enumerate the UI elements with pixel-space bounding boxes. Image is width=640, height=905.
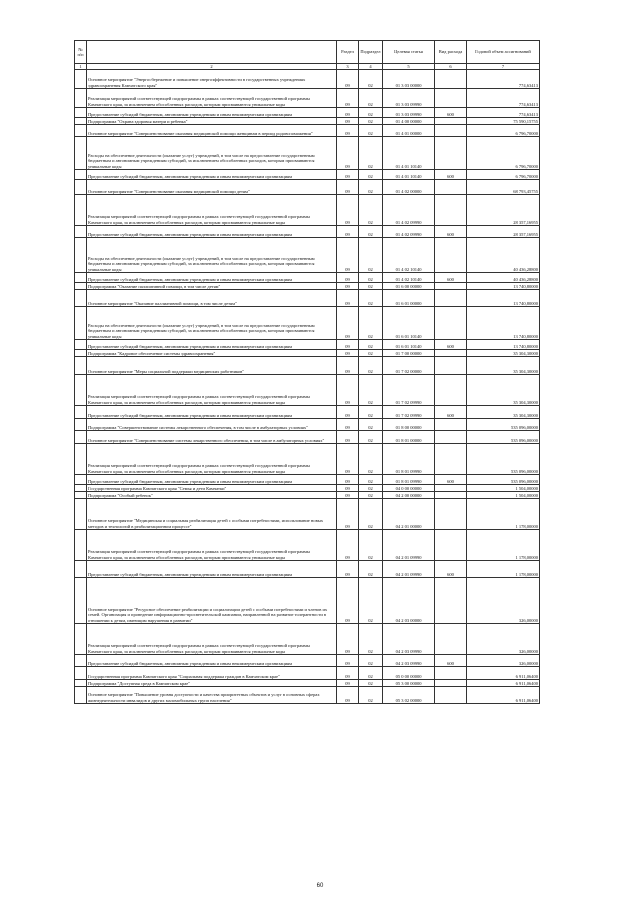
row-amount: 535 096,00000 xyxy=(467,444,540,475)
row-amount: 6 796,70000 xyxy=(467,137,540,170)
row-number xyxy=(75,350,87,357)
table-row xyxy=(75,89,540,108)
row-razdel: 09 xyxy=(337,419,359,431)
row-razdel: 09 xyxy=(337,340,359,350)
row-target-article: 01 8 01 09990 xyxy=(383,475,435,485)
row-expense-type xyxy=(435,195,467,226)
row-expense-type: 600 xyxy=(435,406,467,419)
row-expense-type: 600 xyxy=(435,561,467,578)
row-expense-type xyxy=(435,419,467,431)
row-number xyxy=(75,406,87,419)
table-row xyxy=(75,170,540,180)
row-expense-type xyxy=(435,283,467,290)
table-row xyxy=(75,419,540,431)
row-podrazdel: 02 xyxy=(359,340,383,350)
row-amount: 13 740,80000 xyxy=(467,307,540,340)
row-number xyxy=(75,195,87,226)
row-number xyxy=(75,444,87,475)
table-row xyxy=(75,195,540,226)
row-podrazdel: 02 xyxy=(359,357,383,375)
row-name: Реализация мероприятий соответствующей подпрограммы в рамках соответствующей государственной программы Камчатского края, за исключением обособленных расходов, которым присваиваются уникальные коды xyxy=(87,195,337,226)
table-row xyxy=(75,307,540,340)
row-number xyxy=(75,499,87,530)
row-name: Расходы на обеспечение деятельности (оказание услуг) учреждений, в том числе на предоставление государственным бюджетным и автономным учреждениям субсидий, за исключением обособленных расходов, которым присваиваются уникальные коды xyxy=(87,307,337,340)
row-number xyxy=(75,238,87,273)
row-amount: 1 178,00000 xyxy=(467,499,540,530)
row-podrazdel: 02 xyxy=(359,350,383,357)
row-podrazdel: 02 xyxy=(359,419,383,431)
table-row xyxy=(75,125,540,137)
table-row xyxy=(75,687,540,704)
row-name: Реализация мероприятий соответствующей подпрограммы в рамках соответствующей государственной программы Камчатского края, за исключением обособленных расходов, которым присваиваются уникальные коды xyxy=(87,624,337,655)
table-row xyxy=(75,624,540,655)
row-target-article: 01 4 01 10140 xyxy=(383,170,435,180)
row-number xyxy=(75,226,87,238)
row-expense-type xyxy=(435,350,467,357)
row-name: Предоставление субсидий бюджетным, автономным учреждениям и иным некоммерческим организациям xyxy=(87,561,337,578)
row-razdel: 09 xyxy=(337,667,359,680)
row-podrazdel: 02 xyxy=(359,492,383,499)
row-target-article: 01 6 01 10140 xyxy=(383,307,435,340)
budget-sheet xyxy=(74,40,539,704)
row-amount: 28 357,16955 xyxy=(467,195,540,226)
row-expense-type: 600 xyxy=(435,108,467,118)
table-body xyxy=(75,70,540,704)
row-name: Основное мероприятие "Совершенствование системы лекарственного обеспечения, в том числе в амбулаторных условиях" xyxy=(87,431,337,444)
row-razdel: 09 xyxy=(337,125,359,137)
row-amount: 535 096,00000 xyxy=(467,419,540,431)
row-target-article: 01 8 00 00000 xyxy=(383,419,435,431)
row-name: Предоставление субсидий бюджетным, автономным учреждениям и иным некоммерческим организациям xyxy=(87,340,337,350)
row-razdel: 09 xyxy=(337,406,359,419)
row-podrazdel: 02 xyxy=(359,655,383,667)
row-name: Предоставление субсидий бюджетным, автономным учреждениям и иным некоммерческим организациям xyxy=(87,406,337,419)
row-razdel: 09 xyxy=(337,499,359,530)
row-expense-type xyxy=(435,307,467,340)
row-amount: 535 096,00000 xyxy=(467,431,540,444)
row-expense-type xyxy=(435,499,467,530)
row-razdel: 09 xyxy=(337,530,359,561)
row-number xyxy=(75,375,87,406)
row-podrazdel: 02 xyxy=(359,485,383,492)
col-index: 4 xyxy=(359,64,383,70)
row-amount: 326,00000 xyxy=(467,624,540,655)
row-name: Основное мероприятие "Оказание паллиативной помощи, в том числе детям" xyxy=(87,290,337,307)
row-target-article: 04 2 01 09990 xyxy=(383,561,435,578)
row-target-article: 04 2 03 09990 xyxy=(383,655,435,667)
row-target-article: 01 4 02 09990 xyxy=(383,226,435,238)
page-number: 60 xyxy=(316,883,324,889)
row-amount: 35 304,30000 xyxy=(467,375,540,406)
row-name: Предоставление субсидий бюджетным, автономным учреждениям и иным некоммерческим организациям xyxy=(87,226,337,238)
row-razdel: 09 xyxy=(337,108,359,118)
row-amount: 68 793,45755 xyxy=(467,180,540,195)
row-amount: 13 740,80000 xyxy=(467,290,540,307)
row-razdel: 09 xyxy=(337,655,359,667)
row-name: Предоставление субсидий бюджетным, автономным учреждениям и иным некоммерческим организациям xyxy=(87,108,337,118)
row-razdel: 09 xyxy=(337,307,359,340)
row-razdel: 09 xyxy=(337,283,359,290)
row-expense-type xyxy=(435,687,467,704)
row-podrazdel: 02 xyxy=(359,687,383,704)
row-razdel: 09 xyxy=(337,350,359,357)
row-number xyxy=(75,419,87,431)
row-expense-type xyxy=(435,70,467,89)
row-name: Основное мероприятие "Повышение уровня доступности и качества приоритетных объектов и услуг в основных сферах жизнедеятельности инвалидов и других маломобильных групп населения" xyxy=(87,687,337,704)
row-number xyxy=(75,624,87,655)
row-podrazdel: 02 xyxy=(359,290,383,307)
row-razdel: 09 xyxy=(337,375,359,406)
table-row xyxy=(75,492,540,499)
row-amount: 13 740,80000 xyxy=(467,340,540,350)
col-header-name xyxy=(87,41,337,64)
row-podrazdel: 02 xyxy=(359,530,383,561)
row-number xyxy=(75,492,87,499)
row-number xyxy=(75,273,87,283)
row-expense-type xyxy=(435,578,467,624)
row-expense-type xyxy=(435,680,467,687)
table-row xyxy=(75,70,540,89)
row-podrazdel: 02 xyxy=(359,273,383,283)
table-row xyxy=(75,655,540,667)
row-amount: 1 504,00000 xyxy=(467,485,540,492)
table-row xyxy=(75,340,540,350)
row-amount: 40 436,28800 xyxy=(467,238,540,273)
row-razdel: 09 xyxy=(337,444,359,475)
row-amount: 6 796,70000 xyxy=(467,125,540,137)
row-amount: 6 796,70000 xyxy=(467,170,540,180)
row-podrazdel: 02 xyxy=(359,70,383,89)
row-number xyxy=(75,485,87,492)
row-target-article: 01 4 02 10140 xyxy=(383,273,435,283)
table-row xyxy=(75,431,540,444)
row-razdel: 09 xyxy=(337,357,359,375)
row-number xyxy=(75,340,87,350)
row-podrazdel: 02 xyxy=(359,561,383,578)
row-amount: 28 357,16955 xyxy=(467,226,540,238)
col-index: 3 xyxy=(337,64,359,70)
table-row xyxy=(75,561,540,578)
row-name: Государственная программа Камчатского края "Социальная поддержка граждан в Камчатском крае" xyxy=(87,667,337,680)
row-target-article: 05 3 02 00000 xyxy=(383,687,435,704)
row-expense-type xyxy=(435,125,467,137)
row-name: Основное мероприятие "Медицинская и социальная реабилитация детей с особыми потребностями, использование новых методов и технологий в реабилитационном процессе" xyxy=(87,499,337,530)
row-name: Основное мероприятие "Совершенствование оказания медицинской помощи детям" xyxy=(87,180,337,195)
row-target-article: 01 4 02 00000 xyxy=(383,180,435,195)
row-expense-type: 600 xyxy=(435,340,467,350)
row-name: Реализация мероприятий соответствующей подпрограммы в рамках соответствующей государственной программы Камчатского края, за исключением обособленных расходов, которым присваиваются уникальные коды xyxy=(87,89,337,108)
row-amount: 1 178,00000 xyxy=(467,530,540,561)
row-podrazdel: 02 xyxy=(359,118,383,125)
row-expense-type xyxy=(435,290,467,307)
row-expense-type xyxy=(435,357,467,375)
row-target-article: 04 0 00 00000 xyxy=(383,485,435,492)
row-razdel: 09 xyxy=(337,290,359,307)
row-expense-type: 600 xyxy=(435,170,467,180)
table-row xyxy=(75,238,540,273)
row-target-article: 04 2 01 00000 xyxy=(383,499,435,530)
row-amount: 326,00000 xyxy=(467,578,540,624)
row-name: Реализация мероприятий соответствующей подпрограммы в рамках соответствующей государственной программы Камчатского края, за исключением обособленных расходов, которым присваиваются уникальные коды xyxy=(87,375,337,406)
row-target-article: 01 8 01 00000 xyxy=(383,431,435,444)
row-podrazdel: 02 xyxy=(359,307,383,340)
row-razdel: 09 xyxy=(337,118,359,125)
table-row xyxy=(75,350,540,357)
row-name: Предоставление субсидий бюджетным, автономным учреждениям и иным некоммерческим организациям xyxy=(87,655,337,667)
row-podrazdel: 02 xyxy=(359,406,383,419)
row-number xyxy=(75,125,87,137)
row-podrazdel: 02 xyxy=(359,431,383,444)
row-name: Предоставление субсидий бюджетным, автономным учреждениям и иным некоммерческим организациям xyxy=(87,475,337,485)
row-razdel: 09 xyxy=(337,273,359,283)
col-header-expense-type: Вид расхода xyxy=(435,41,467,64)
row-razdel: 09 xyxy=(337,485,359,492)
col-index: 2 xyxy=(87,64,337,70)
col-index: 6 xyxy=(435,64,467,70)
row-razdel: 09 xyxy=(337,680,359,687)
table-row xyxy=(75,578,540,624)
row-target-article: 01 7 00 00000 xyxy=(383,350,435,357)
row-expense-type xyxy=(435,118,467,125)
row-number xyxy=(75,561,87,578)
row-podrazdel: 02 xyxy=(359,125,383,137)
row-target-article: 01 4 00 00000 xyxy=(383,118,435,125)
row-target-article: 04 2 03 09990 xyxy=(383,624,435,655)
row-expense-type xyxy=(435,180,467,195)
table-header-row xyxy=(75,41,540,64)
row-target-article: 01 4 02 09990 xyxy=(383,195,435,226)
row-amount: 1 178,00000 xyxy=(467,561,540,578)
row-target-article: 04 2 03 00000 xyxy=(383,578,435,624)
row-expense-type xyxy=(435,530,467,561)
row-amount: 75 590,15755 xyxy=(467,118,540,125)
row-expense-type xyxy=(435,667,467,680)
row-target-article: 05 0 00 00000 xyxy=(383,667,435,680)
row-razdel: 09 xyxy=(337,624,359,655)
col-index: 1 xyxy=(75,64,87,70)
row-number xyxy=(75,108,87,118)
row-podrazdel: 02 xyxy=(359,89,383,108)
row-name: Основное мероприятие "Ресурсное обеспечение реабилитации и социализации детей с особыми потребностями и членов их семей. Организация и проведение информационно-просветительской кампании, направленной на развитие толерантности в отношении к детям, имеющим нарушения в развитии" xyxy=(87,578,337,624)
row-name: Предоставление субсидий бюджетным, автономным учреждениям и иным некоммерческим организациям xyxy=(87,170,337,180)
col-header-annual-amount: Годовой объем ассигнований xyxy=(467,41,540,64)
row-number xyxy=(75,578,87,624)
row-podrazdel: 02 xyxy=(359,170,383,180)
row-target-article: 01 3 03 09990 xyxy=(383,89,435,108)
budget-table xyxy=(74,40,540,704)
row-razdel: 09 xyxy=(337,180,359,195)
table-row xyxy=(75,406,540,419)
row-amount: 35 304,30000 xyxy=(467,357,540,375)
row-target-article: 01 3 03 00000 xyxy=(383,70,435,89)
row-amount: 1 504,00000 xyxy=(467,492,540,499)
row-podrazdel: 02 xyxy=(359,180,383,195)
col-index: 5 xyxy=(383,64,435,70)
row-name: Основное мероприятие "Меры социальной поддержки медицинских работников" xyxy=(87,357,337,375)
row-amount: 774,63413 xyxy=(467,89,540,108)
row-number xyxy=(75,137,87,170)
row-razdel: 09 xyxy=(337,238,359,273)
row-name: Подпрограмма "Доступная среда в Камчатском крае" xyxy=(87,680,337,687)
row-name: Подпрограмма "Кадровое обеспечение системы здравоохранения" xyxy=(87,350,337,357)
row-podrazdel: 02 xyxy=(359,283,383,290)
col-header-razdel: Раздел xyxy=(337,41,359,64)
row-number xyxy=(75,118,87,125)
row-number xyxy=(75,283,87,290)
row-target-article: 01 8 01 09990 xyxy=(383,444,435,475)
row-expense-type xyxy=(435,375,467,406)
row-name: Расходы на обеспечение деятельности (оказание услуг) учреждений, в том числе на предоставление государственным бюджетным и автономным учреждениям субсидий, за исключением обособленных расходов, которым присваиваются уникальные коды xyxy=(87,238,337,273)
table-row xyxy=(75,180,540,195)
row-number xyxy=(75,431,87,444)
table-row xyxy=(75,499,540,530)
row-target-article: 01 3 03 09990 xyxy=(383,108,435,118)
row-razdel: 09 xyxy=(337,70,359,89)
row-name: Подпрограмма "Особый ребенок" xyxy=(87,492,337,499)
row-number xyxy=(75,290,87,307)
row-number xyxy=(75,357,87,375)
row-razdel: 09 xyxy=(337,89,359,108)
row-target-article: 01 7 02 09990 xyxy=(383,375,435,406)
table-row xyxy=(75,530,540,561)
row-number xyxy=(75,180,87,195)
row-amount: 35 304,30000 xyxy=(467,406,540,419)
col-index: 7 xyxy=(467,64,540,70)
row-razdel: 09 xyxy=(337,170,359,180)
row-amount: 326,00000 xyxy=(467,655,540,667)
row-number xyxy=(75,667,87,680)
row-razdel: 09 xyxy=(337,475,359,485)
row-name: Подпрограмма "Совершенствование системы лекарственного обеспечения, в том числе в амбулаторных условиях" xyxy=(87,419,337,431)
row-name: Государственная программа Камчатского края "Семья и дети Камчатки" xyxy=(87,485,337,492)
table-row xyxy=(75,375,540,406)
row-expense-type xyxy=(435,485,467,492)
row-number xyxy=(75,680,87,687)
row-target-article: 01 4 02 10140 xyxy=(383,238,435,273)
row-target-article: 01 6 00 00000 xyxy=(383,283,435,290)
table-row xyxy=(75,444,540,475)
row-number xyxy=(75,70,87,89)
row-expense-type: 600 xyxy=(435,226,467,238)
row-number xyxy=(75,475,87,485)
row-expense-type xyxy=(435,624,467,655)
row-expense-type: 600 xyxy=(435,655,467,667)
row-name: Реализация мероприятий соответствующей подпрограммы в рамках соответствующей государственной программы Камчатского края, за исключением обособленных расходов, которым присваиваются уникальные коды xyxy=(87,444,337,475)
row-razdel: 09 xyxy=(337,137,359,170)
row-podrazdel: 02 xyxy=(359,680,383,687)
row-name: Расходы на обеспечение деятельности (оказание услуг) учреждений, в том числе на предоставление государственным бюджетным и автономным учреждениям субсидий, за исключением обособленных расходов, которым присваиваются уникальные коды xyxy=(87,137,337,170)
table-row xyxy=(75,108,540,118)
col-header-number: № п/п xyxy=(75,41,87,64)
row-podrazdel: 02 xyxy=(359,499,383,530)
row-amount: 6 911,06400 xyxy=(467,680,540,687)
row-podrazdel: 02 xyxy=(359,475,383,485)
row-podrazdel: 02 xyxy=(359,137,383,170)
row-expense-type xyxy=(435,89,467,108)
row-podrazdel: 02 xyxy=(359,444,383,475)
row-amount: 13 740,80000 xyxy=(467,283,540,290)
row-number xyxy=(75,89,87,108)
row-expense-type xyxy=(435,238,467,273)
row-podrazdel: 02 xyxy=(359,238,383,273)
row-razdel: 09 xyxy=(337,195,359,226)
row-name: Подпрограмма "Оказание паллиативной помощи, в том числе детям" xyxy=(87,283,337,290)
row-target-article: 01 7 02 09990 xyxy=(383,406,435,419)
row-target-article: 01 4 01 10140 xyxy=(383,137,435,170)
row-podrazdel: 02 xyxy=(359,375,383,406)
table-row xyxy=(75,680,540,687)
row-number xyxy=(75,655,87,667)
row-podrazdel: 02 xyxy=(359,195,383,226)
row-razdel: 09 xyxy=(337,578,359,624)
row-expense-type xyxy=(435,492,467,499)
row-razdel: 09 xyxy=(337,431,359,444)
row-target-article: 01 6 01 10140 xyxy=(383,340,435,350)
row-podrazdel: 02 xyxy=(359,667,383,680)
row-number xyxy=(75,687,87,704)
row-expense-type xyxy=(435,444,467,475)
row-name: Основное мероприятие "Энергосбережение и повышение энергоэффективности в государственных учреждениях здравоохранения Камчатского края" xyxy=(87,70,337,89)
row-target-article: 05 3 00 00000 xyxy=(383,680,435,687)
row-razdel: 09 xyxy=(337,687,359,704)
table-row xyxy=(75,226,540,238)
table-row xyxy=(75,283,540,290)
row-amount: 774,63413 xyxy=(467,70,540,89)
table-row xyxy=(75,357,540,375)
row-amount: 535 096,00000 xyxy=(467,475,540,485)
row-amount: 35 304,30000 xyxy=(467,350,540,357)
row-amount: 774,63413 xyxy=(467,108,540,118)
row-name: Подпрограмма "Охрана здоровья матери и ребенка" xyxy=(87,118,337,125)
row-name: Основное мероприятие "Совершенствование оказания медицинской помощи женщинам в период родовспоможения" xyxy=(87,125,337,137)
table-row xyxy=(75,485,540,492)
row-razdel: 09 xyxy=(337,561,359,578)
row-target-article: 04 2 01 09990 xyxy=(383,530,435,561)
row-name: Предоставление субсидий бюджетным, автономным учреждениям и иным некоммерческим организациям xyxy=(87,273,337,283)
table-row xyxy=(75,273,540,283)
row-amount: 40 436,28800 xyxy=(467,273,540,283)
row-target-article: 01 7 02 00000 xyxy=(383,357,435,375)
row-expense-type xyxy=(435,137,467,170)
row-target-article: 01 4 01 00000 xyxy=(383,125,435,137)
row-podrazdel: 02 xyxy=(359,108,383,118)
row-expense-type xyxy=(435,431,467,444)
col-header-podrazdel: Подраздел xyxy=(359,41,383,64)
row-razdel: 09 xyxy=(337,492,359,499)
row-razdel: 09 xyxy=(337,226,359,238)
row-podrazdel: 02 xyxy=(359,226,383,238)
row-target-article: 01 6 01 00000 xyxy=(383,290,435,307)
table-row xyxy=(75,290,540,307)
table-row xyxy=(75,118,540,125)
row-number xyxy=(75,530,87,561)
row-podrazdel: 02 xyxy=(359,578,383,624)
table-row xyxy=(75,475,540,485)
row-target-article: 04 2 00 00000 xyxy=(383,492,435,499)
table-row xyxy=(75,137,540,170)
row-podrazdel: 02 xyxy=(359,624,383,655)
row-number xyxy=(75,170,87,180)
row-expense-type: 600 xyxy=(435,273,467,283)
row-name: Реализация мероприятий соответствующей подпрограммы в рамках соответствующей государственной программы Камчатского края, за исключением обособленных расходов, которым присваиваются уникальные коды xyxy=(87,530,337,561)
row-expense-type: 600 xyxy=(435,475,467,485)
row-amount: 6 911,06400 xyxy=(467,667,540,680)
row-number xyxy=(75,307,87,340)
col-header-target-article: Целевая статья xyxy=(383,41,435,64)
table-row xyxy=(75,667,540,680)
row-amount: 6 911,06400 xyxy=(467,687,540,704)
